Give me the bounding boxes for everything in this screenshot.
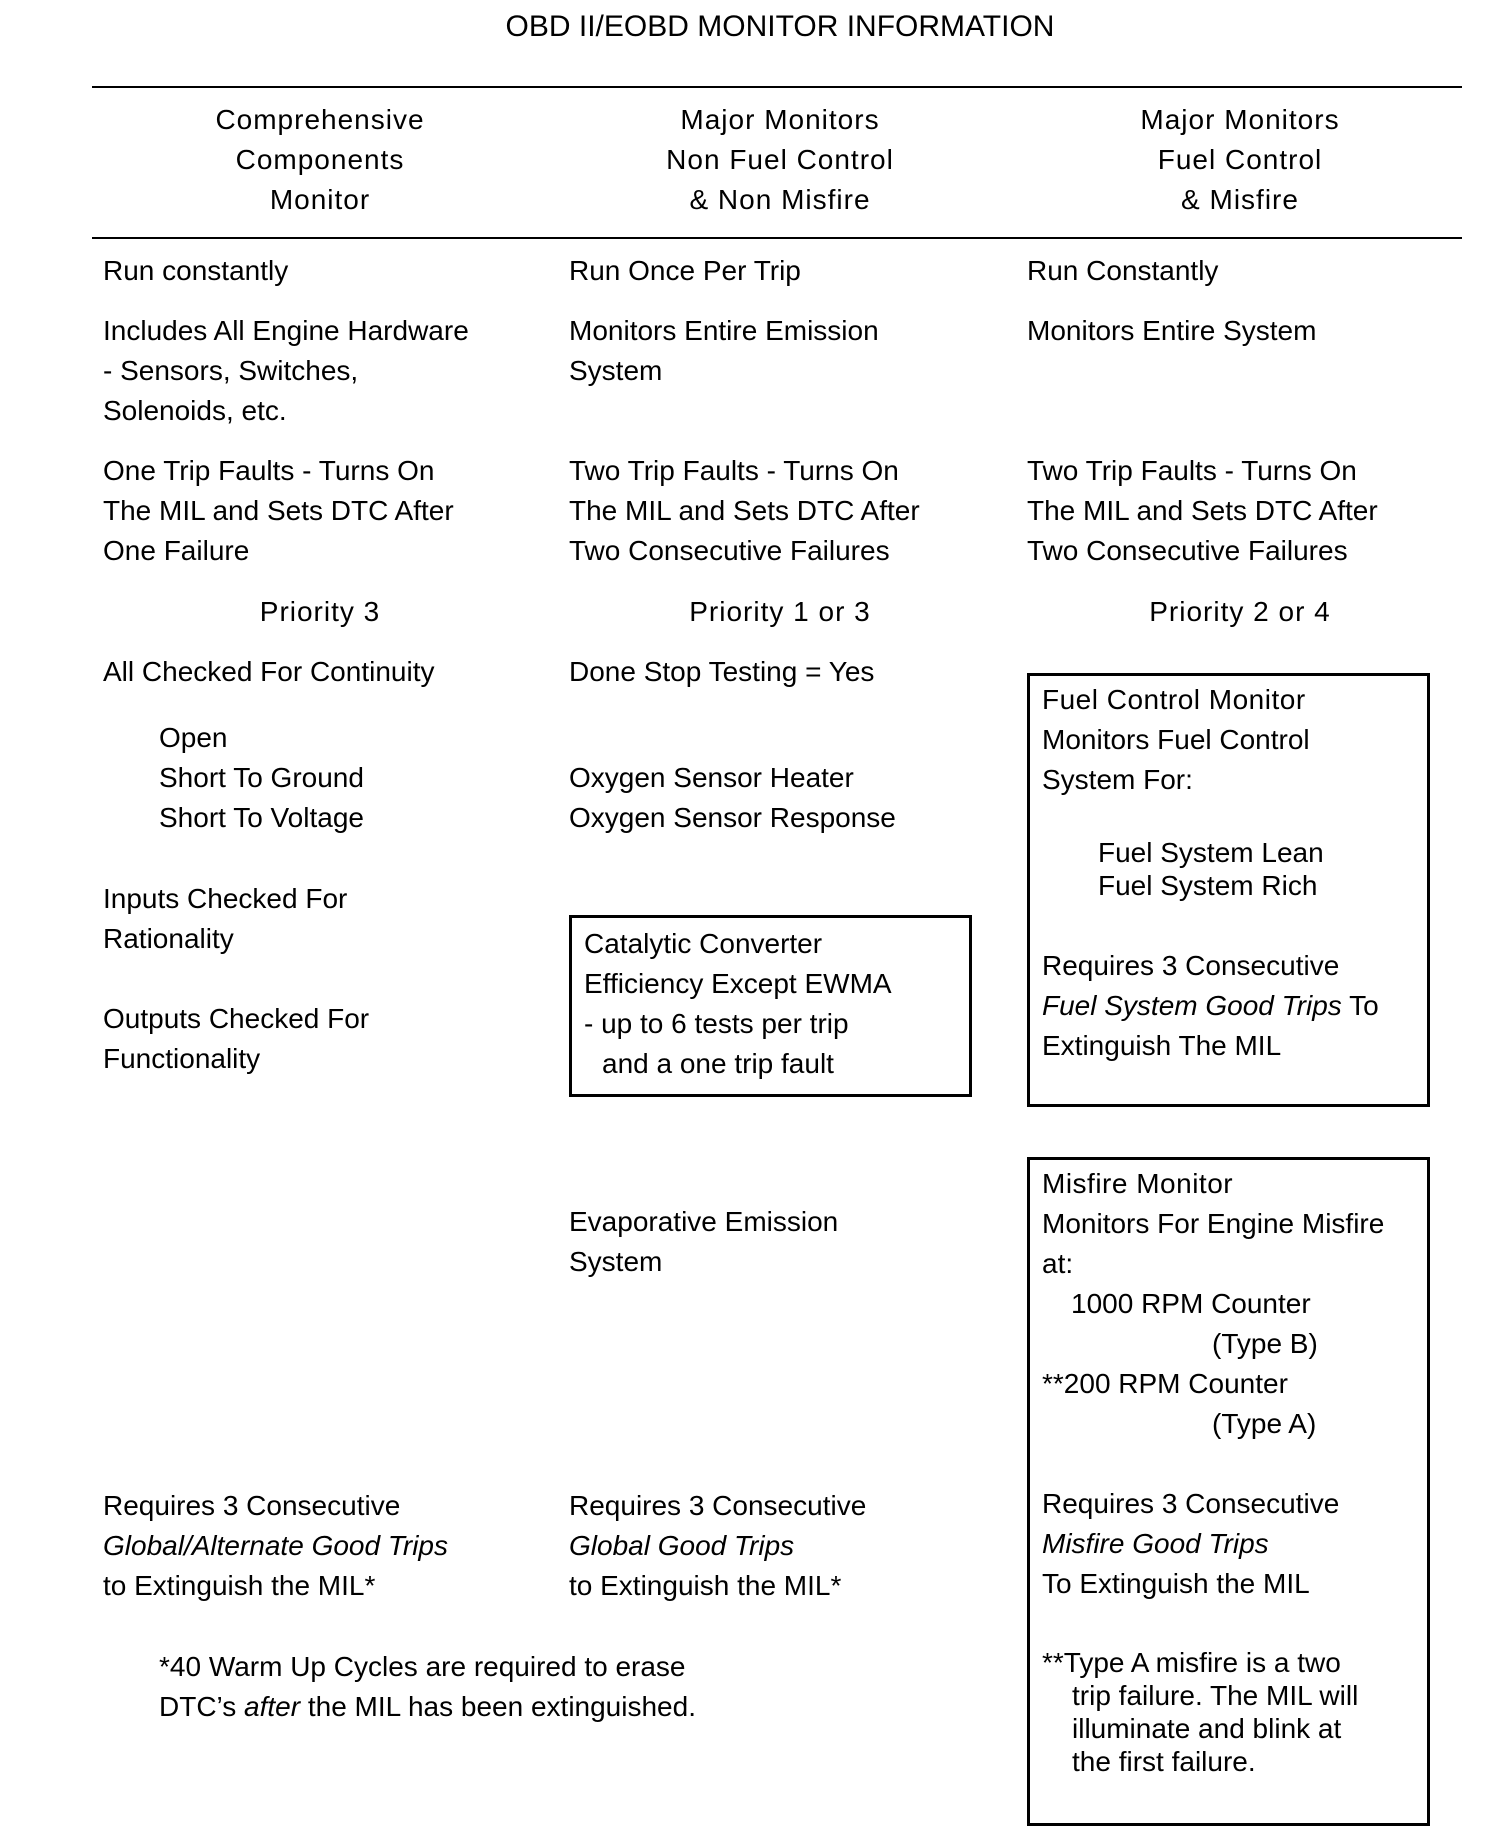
fuel-box-requires [1042, 946, 1379, 1066]
col2-requires-italic [569, 1526, 866, 1566]
header-line: & Misfire [1181, 184, 1299, 215]
italic-text: Global/Alternate Good Trips [103, 1530, 448, 1561]
col1-includes [103, 311, 469, 431]
header-line: Major Monitors [1140, 104, 1340, 135]
misfire-box [1027, 1157, 1430, 1826]
col1-faults [103, 451, 454, 571]
misfire-box-line: Misfire Monitor [1042, 1168, 1234, 1199]
fuel-box-line: System For: [1042, 764, 1193, 795]
col2-evap [569, 1202, 838, 1282]
col2-requires [569, 1486, 866, 1606]
fuel-condition: Fuel System Rich [1098, 870, 1318, 901]
misfire-note [1042, 1646, 1358, 1778]
col1-continuity: All Checked For Continuity [103, 656, 435, 687]
col3-monitors: Monitors Entire System [1027, 315, 1317, 346]
note-text: the MIL has been extinguished. [300, 1691, 696, 1722]
fuel-box-lines [1042, 680, 1310, 800]
note-text: DTC’s [159, 1691, 245, 1722]
col2-evap-line: Evaporative Emission [569, 1206, 839, 1237]
req-text: To [1341, 990, 1379, 1021]
catalytic-text [584, 924, 892, 1084]
col2-oxygen-line: Oxygen Sensor Response [569, 802, 896, 833]
col1-outputs-line: Outputs Checked For [103, 1003, 370, 1034]
fuel-box-req-line [1042, 986, 1379, 1026]
fuel-box-req-line: Extinguish The MIL [1042, 1030, 1282, 1061]
misfire-box-line: Monitors For Engine Misfire [1042, 1208, 1385, 1239]
col2-faults-line: The MIL and Sets DTC After [569, 495, 920, 526]
col1-inputs-line: Rationality [103, 923, 234, 954]
header-line: Components [235, 144, 405, 175]
fuel-control-box [1027, 673, 1430, 1107]
misfire-note-line: **Type A misfire is a two [1042, 1647, 1341, 1678]
header-fuel-misfire [1080, 100, 1400, 220]
col1-outputs-line: Functionality [103, 1043, 261, 1074]
header-top-rule [92, 86, 1462, 88]
col2-run: Run Once Per Trip [569, 255, 801, 286]
col2-requires-line: to Extinguish the MIL* [569, 1570, 842, 1601]
col1-includes-line: Solenoids, etc. [103, 395, 287, 426]
col3-faults-line: Two Trip Faults - Turns On [1027, 455, 1357, 486]
misfire-req-line: To Extinguish the MIL [1042, 1568, 1310, 1599]
header-non-fuel [620, 100, 940, 220]
col2-oxygen [569, 758, 896, 838]
header-line: Major Monitors [680, 104, 880, 135]
col1-includes-line: Includes All Engine Hardware [103, 315, 469, 346]
col1-note-line: *40 Warm Up Cycles are required to erase [159, 1651, 686, 1682]
col1-requires [103, 1486, 448, 1606]
col3-faults-line: Two Consecutive Failures [1027, 535, 1348, 566]
col2-requires-line: Requires 3 Consecutive [569, 1490, 867, 1521]
col1-requires-line: to Extinguish the MIL* [103, 1570, 376, 1601]
catalytic-line: and a one trip fault [602, 1048, 834, 1079]
col1-requires-line: Requires 3 Consecutive [103, 1490, 401, 1521]
col1-note [159, 1647, 696, 1727]
header-line: Comprehensive [215, 104, 425, 135]
col2-oxygen-line: Oxygen Sensor Heater [569, 762, 854, 793]
col1-check-item: Open [159, 722, 228, 753]
col3-faults [1027, 451, 1378, 571]
italic-text: after [244, 1691, 301, 1722]
misfire-note-line: trip failure. The MIL will [1072, 1680, 1359, 1711]
col3-faults-line: The MIL and Sets DTC After [1027, 495, 1378, 526]
catalytic-line: Efficiency Except EWMA [584, 968, 892, 999]
misfire-counter-1000: 1000 RPM Counter [1071, 1288, 1311, 1319]
fuel-box-req-line: Requires 3 Consecutive [1042, 950, 1340, 981]
col1-includes-line: - Sensors, Switches, [103, 355, 359, 386]
col1-note-line [159, 1687, 696, 1727]
italic-text: Misfire Good Trips [1042, 1528, 1269, 1559]
italic-text: Fuel System Good Trips [1042, 990, 1342, 1021]
col1-faults-line: The MIL and Sets DTC After [103, 495, 454, 526]
italic-text: Global Good Trips [569, 1530, 795, 1561]
header-line: Monitor [269, 184, 371, 215]
col1-faults-line: One Failure [103, 535, 250, 566]
header-comprehensive [160, 100, 480, 220]
col2-monitors [569, 311, 879, 391]
col2-done: Done Stop Testing = Yes [569, 656, 875, 687]
col1-outputs [103, 999, 369, 1079]
fuel-box-line: Monitors Fuel Control [1042, 724, 1310, 755]
col1-priority: Priority 3 [259, 596, 381, 627]
catalytic-line: Catalytic Converter [584, 928, 823, 959]
fuel-condition: Fuel System Lean [1098, 837, 1324, 868]
misfire-counter-200: **200 RPM Counter [1042, 1368, 1288, 1399]
col2-faults-line: Two Trip Faults - Turns On [569, 455, 899, 486]
header-line: Fuel Control [1157, 144, 1323, 175]
col2-monitors-line: Monitors Entire Emission [569, 315, 879, 346]
page-title: OBD II/EOBD MONITOR INFORMATION [505, 10, 1055, 43]
col1-check-item: Short To Voltage [159, 802, 364, 833]
misfire-box-line: at: [1042, 1248, 1074, 1279]
misfire-box-requires [1042, 1484, 1339, 1604]
col3-run: Run Constantly [1027, 255, 1219, 286]
col2-monitors-line: System [569, 355, 663, 386]
col1-checks [159, 718, 364, 838]
col1-inputs [103, 879, 347, 959]
col2-priority: Priority 1 or 3 [689, 596, 871, 627]
col2-faults [569, 451, 920, 571]
col1-run: Run constantly [103, 255, 289, 286]
col3-priority: Priority 2 or 4 [1149, 596, 1331, 627]
fuel-box-conditions [1098, 836, 1324, 902]
misfire-req-line: Requires 3 Consecutive [1042, 1488, 1340, 1519]
col1-inputs-line: Inputs Checked For [103, 883, 348, 914]
catalytic-line: - up to 6 tests per trip [584, 1008, 849, 1039]
misfire-box-lines [1042, 1164, 1384, 1284]
misfire-req-line [1042, 1524, 1339, 1564]
header-line: Non Fuel Control [666, 144, 894, 175]
misfire-note-line: illuminate and blink at [1072, 1713, 1342, 1744]
misfire-note-line: the first failure. [1072, 1746, 1256, 1777]
catalytic-box [569, 915, 972, 1097]
col1-faults-line: One Trip Faults - Turns On [103, 455, 435, 486]
col2-faults-line: Two Consecutive Failures [569, 535, 890, 566]
col2-evap-line: System [569, 1246, 663, 1277]
misfire-type-a: (Type A) [1212, 1408, 1317, 1439]
fuel-box-line: Fuel Control Monitor [1042, 684, 1306, 715]
col1-requires-italic [103, 1526, 448, 1566]
misfire-type-b: (Type B) [1212, 1328, 1318, 1359]
header-bottom-rule [92, 237, 1462, 239]
header-line: & Non Misfire [689, 184, 871, 215]
col1-check-item: Short To Ground [159, 762, 364, 793]
